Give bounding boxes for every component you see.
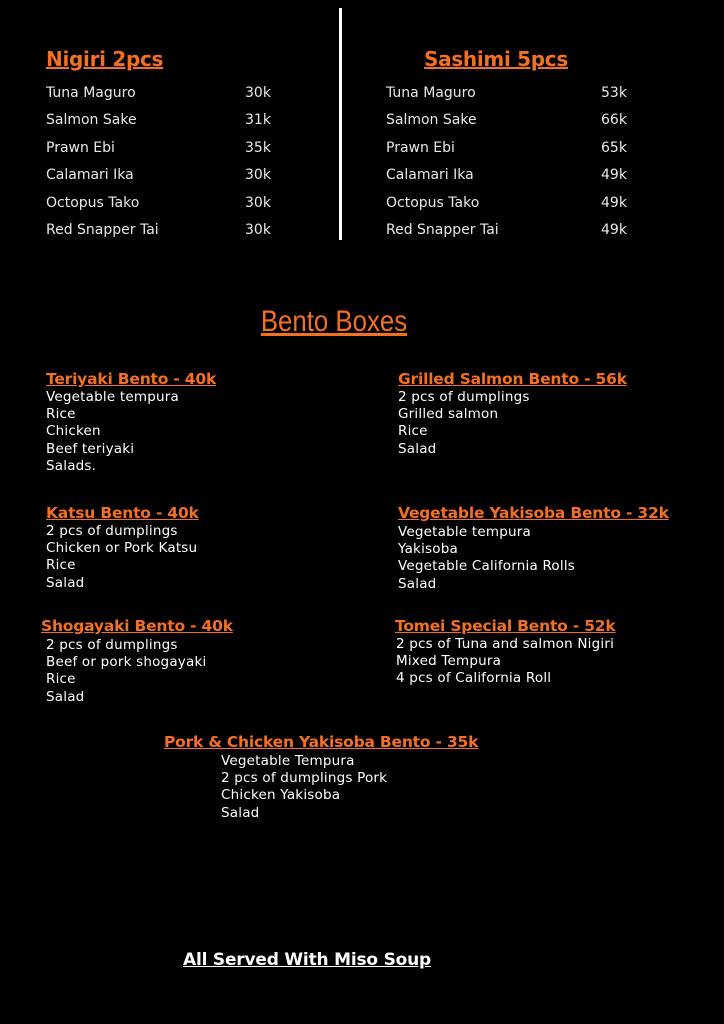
item-name: Salmon Sake — [386, 112, 477, 129]
item-price: 49k — [601, 194, 627, 211]
item-price: 30k — [245, 221, 271, 238]
bento-item: Salad — [46, 574, 85, 591]
bento-item: Salad — [398, 575, 437, 592]
bento-item: Yakisoba — [398, 541, 458, 558]
bento-title: Tomei Special Bento - 52k — [395, 617, 616, 635]
bento-item: Vegetable tempura — [46, 389, 179, 405]
item-price: 66k — [601, 112, 627, 129]
item-name: Prawn Ebi — [46, 139, 115, 156]
item-name: Octopus Tako — [386, 194, 480, 211]
bento-item: Chicken Yakisoba — [221, 787, 341, 804]
item-name: Calamari Ika — [46, 167, 134, 184]
column-divider — [339, 8, 342, 240]
nigiri-title: Nigiri 2pcs — [46, 47, 164, 71]
bento-item: Salads. — [46, 457, 97, 474]
bento-item: Vegetable Tempura — [221, 753, 355, 769]
bento-box-pork-chicken-yakisoba — [164, 732, 478, 822]
bento-box-teriyaki — [46, 369, 216, 475]
bento-title: Teriyaki Bento - 40k — [46, 370, 217, 388]
bento-box-vegetable-yakisoba — [398, 503, 669, 593]
item-name: Prawn Ebi — [386, 139, 455, 156]
item-name: Red Snapper Tai — [46, 221, 159, 238]
item-name: Tuna Maguro — [386, 85, 476, 101]
bento-section-title: Bento Boxes — [260, 305, 408, 338]
bento-item: Beef teriyaki — [46, 440, 135, 457]
sashimi-title: Sashimi 5pcs — [424, 47, 568, 71]
item-name: Octopus Tako — [46, 194, 140, 211]
bento-title: Katsu Bento - 40k — [46, 504, 199, 522]
bento-item: Salad — [398, 440, 437, 457]
bento-title: Vegetable Yakisoba Bento - 32k — [398, 504, 669, 522]
item-name: Red Snapper Tai — [386, 221, 499, 238]
bento-item: Salad — [46, 688, 85, 705]
bento-item: 2 pcs of Tuna and salmon Nigiri — [396, 636, 615, 652]
bento-item: Vegetable tempura — [398, 524, 531, 540]
bento-title: Shogayaki Bento - 40k — [41, 617, 233, 635]
bento-title: Grilled Salmon Bento - 56k — [398, 370, 627, 388]
item-price: 49k — [601, 167, 627, 184]
item-price: 65k — [601, 139, 627, 156]
bento-item: 2 pcs of dumplings — [398, 389, 530, 405]
bento-title: Pork & Chicken Yakisoba Bento - 35k — [164, 733, 479, 751]
item-name: Calamari Ika — [386, 167, 474, 184]
item-price: 31k — [245, 112, 271, 129]
bento-item: 2 pcs of dumplings Pork — [221, 770, 388, 787]
bento-item: Rice — [46, 406, 76, 423]
bento-item: Rice — [398, 423, 428, 440]
footer-note: All Served With Miso Soup — [183, 950, 431, 970]
bento-item: Vegetable California Rolls — [398, 558, 576, 575]
item-price: 30k — [245, 85, 271, 101]
bento-item: Grilled salmon — [398, 406, 499, 423]
bento-box-grilled-salmon — [398, 369, 627, 458]
bento-item: Chicken or Pork Katsu — [46, 540, 198, 557]
item-name: Salmon Sake — [46, 112, 137, 129]
item-price: 30k — [245, 167, 271, 184]
bento-item: 2 pcs of dumplings — [46, 523, 178, 539]
bento-item: Mixed Tempura — [396, 653, 502, 670]
bento-item: 4 pcs of California Roll — [396, 670, 552, 687]
bento-box-katsu — [46, 503, 199, 592]
bento-item: Chicken — [46, 423, 101, 440]
bento-box-shogayaki — [41, 616, 233, 706]
bento-item: Beef or pork shogayaki — [46, 654, 207, 671]
item-price: 53k — [601, 85, 627, 101]
bento-item: Rice — [46, 671, 76, 688]
bento-box-tomei-special — [395, 616, 616, 688]
item-name: Tuna Maguro — [46, 85, 136, 101]
bento-item: Salad — [221, 804, 260, 821]
item-price: 49k — [601, 221, 627, 238]
bento-item: Rice — [46, 557, 76, 574]
item-price: 35k — [245, 139, 271, 156]
bento-item: 2 pcs of dumplings — [46, 637, 178, 653]
item-price: 30k — [245, 194, 271, 211]
